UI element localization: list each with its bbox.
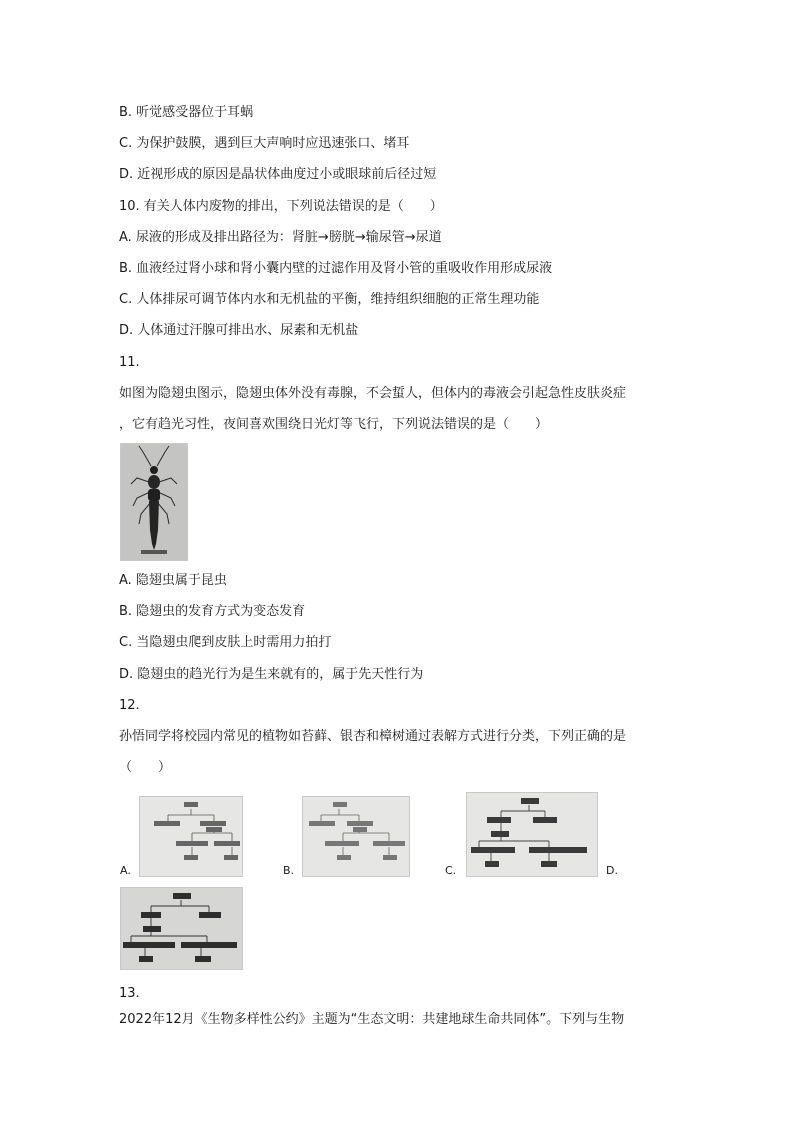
beetle-icon [121, 444, 187, 560]
q12-stem-line1: 孙悟同学将校园内常见的植物如苔藓、银杏和樟树通过表解方式进行分类，下列正确的是 [119, 729, 627, 744]
q11-stem-line1: 如图为隐翅虫图示，隐翅虫体外没有毒腺，不会蜇人，但体内的毒液会引起急性皮肤炎症 [119, 386, 627, 401]
q9-option-d: D. 近视形成的原因是晶状体曲度过小或眼球前后径过短 [119, 167, 437, 182]
option-b-tree-image [302, 796, 410, 877]
option-d-tree-image [120, 887, 243, 970]
q11-stem-line2: ，它有趋光习性，夜间喜欢围绕日光灯等飞行，下列说法错误的是（ ） [119, 417, 549, 432]
q11-option-c: C. 当隐翅虫爬到皮肤上时需用力拍打 [119, 635, 332, 650]
q12-stem-line2: （ ） [119, 760, 172, 775]
q13-stem-line1: 2022年12月《生物多样性公约》主题为“生态文明：共建地球生命共同体”。下列与生物 [119, 1012, 625, 1027]
option-a-label: A. [120, 864, 131, 877]
classification-tree-icon [121, 888, 242, 969]
q11-number: 11. [119, 355, 140, 370]
q9-option-c: C. 为保护鼓膜，遇到巨大声响时应迅速张口、堵耳 [119, 136, 410, 151]
rove-beetle-photo [120, 443, 188, 561]
option-b-label: B. [283, 864, 295, 877]
classification-tree-icon [303, 797, 409, 876]
q13-number: 13. [119, 986, 140, 1001]
option-c-label: C. [445, 864, 457, 877]
q9-option-b: B. 听觉感受器位于耳蜗 [119, 105, 254, 120]
q10-stem: 10. 有关人体内废物的排出，下列说法错误的是（ ） [119, 199, 443, 214]
q11-option-b: B. 隐翅虫的发育方式为变态发育 [119, 604, 306, 619]
q10-option-c: C. 人体排尿可调节体内水和无机盐的平衡，维持组织细胞的正常生理功能 [119, 292, 540, 307]
option-d-label: D. [606, 864, 618, 877]
q11-option-d: D. 隐翅虫的趋光行为是生来就有的，属于先天性行为 [119, 667, 424, 682]
classification-tree-icon [140, 797, 242, 876]
option-c-tree-image [466, 792, 598, 877]
q10-option-d: D. 人体通过汗腺可排出水、尿素和无机盐 [119, 323, 359, 338]
q10-option-b: B. 血液经过肾小球和肾小囊内壁的过滤作用及肾小管的重吸收作用形成尿液 [119, 261, 553, 276]
q12-number: 12. [119, 698, 140, 713]
option-a-tree-image [139, 796, 243, 877]
classification-tree-icon [467, 793, 597, 876]
q11-option-a: A. 隐翅虫属于昆虫 [119, 573, 227, 588]
q10-option-a: A. 尿液的形成及排出路径为：肾脏→膀胱→输尿管→尿道 [119, 230, 442, 245]
